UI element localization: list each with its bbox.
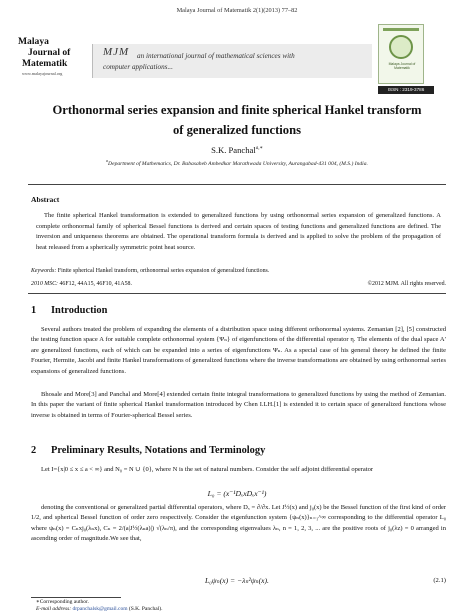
footnote-divider <box>31 597 121 598</box>
footnote <box>36 606 162 612</box>
running-head: Malaya Journal of Matematik 2(1)(2013) 77–82 <box>176 7 298 14</box>
cover-title: Malaya Journal of Matematik <box>388 62 416 70</box>
divider <box>28 293 446 294</box>
affiliation <box>0 158 474 167</box>
msc-classification <box>31 281 132 287</box>
section-heading <box>31 305 107 316</box>
journal-description-line: computer applications... <box>103 63 173 71</box>
keywords-text: Finite spherical Hankel transform, orthonormal series expansion of generalized functions. <box>57 268 270 274</box>
abstract-heading: Abstract <box>31 195 60 204</box>
footnote: ∗Corresponding author. <box>36 599 89 605</box>
affiliation-mark: a <box>106 158 109 163</box>
journal-name-line: Matematik <box>22 58 68 69</box>
journal-logo <box>18 36 88 76</box>
section-title: Preliminary Results, Notations and Terminology <box>51 445 266 456</box>
journal-cover-image <box>378 24 424 84</box>
section-heading <box>31 445 265 456</box>
equation: L₀ψₙ(x) = −λₙ²ψₙ(x). <box>205 576 269 585</box>
paper-title <box>0 100 474 140</box>
equation: L₀ = (x⁻¹DₓxDₓx⁻¹) <box>207 489 267 498</box>
journal-description-line: an international journal of mathematical sciences with <box>137 52 295 60</box>
footnote-text: (S.K. Panchal). <box>128 606 163 612</box>
divider <box>28 184 446 185</box>
title-line: of generalized functions <box>172 123 302 137</box>
author-mark: a,∗ <box>255 146 263 152</box>
author-name: S.K. Panchal <box>211 145 256 155</box>
journal-banner <box>18 22 456 98</box>
email-link[interactable]: drpanchalsk@gmail.com <box>72 606 128 612</box>
journal-abbrev: MJM <box>103 46 130 58</box>
cover-stripe <box>383 28 419 31</box>
section-number: 1 <box>31 305 37 316</box>
abstract-text: The finite spherical Hankel transformation is extended to generalized functions by using orthonormal series expansion of generalized functions. A complete orthonormal family of spherical Bessel functions is derived and certain spaces of testing functions and generalized functions are defined. The inversion and uniqueness theorems are obtained. The operational transform formula is derived and is applied to solve the problem of the propagation of heat released from a spherically symmetric point heat source. <box>36 212 441 251</box>
cover-emblem-icon <box>389 35 413 59</box>
email-label: E-mail address: <box>36 606 72 612</box>
paragraph: Bhosale and More[3] and Panchal and More[4] extended certain finite integral transformations to generalized functions by using the method of Zemanian. In this paper the variant of finite spherical Hankel transformation introduced by Chen I.LH.[1] is extended it to certain space of generalized functions whose inverse is obtained in terms of Fourier-spherical Bessel series. <box>31 391 446 419</box>
paragraph: Several authors treated the problem of expanding the elements of a distribution space using different orthonormal systems. Zemanian [2], [5] constructed the testing function space A for suitable complete orthonormal system {Ψₙ} of eigenfunctions of the differential operator η. The elements of the dual space A′ are generalized functions, each of which can be expanded into a series of eigenfunctions Ψₙ. As a special case of his general theory he defined the finite Fourier, Hermite, Jacobi and finite Hankel transformations of generalized functions where the inverse transformations are obtained by using orthonormal series expansions of generalized functions. <box>31 326 446 375</box>
journal-name-line: Malaya <box>18 36 49 47</box>
equation-number: (2.1) <box>433 577 446 584</box>
section-number: 2 <box>31 445 37 456</box>
paragraph: denoting the conventional or generalized partial differential operators, where Dₓ = ∂/∂x. Let J½(x) and j₀(x) be the Bessel function of the first kind of order 1/2, and spherical Bessel function of order zero respectively. Consider the eigenfunction system {ψₙ(x)}ₙ₌₁^∞ corresponding to the differential operator L₀ where ψₙ(x) = Cₙxj₀(λₙx), Cₙ = 2/(a|J½(λₙa)|) √(λₙ/π), and the corresponding eigenvalues λₙ, n = 1, 2, 3, ... are the positive roots of j₀(λz) = 0 arranged in ascending order of magnitude.We see that, <box>31 504 446 543</box>
affiliation-text: Department of Mathematics, Dr. Babasaheb Ambedkar Marathwada University, Aurangabad-431 004, (M.S.) India. <box>108 160 368 167</box>
section-title: Introduction <box>51 305 108 316</box>
paragraph: Let I={x|0 ≤ x ≤ a < ∞} and N₀ = N ∪ {0}, where N is the set of natural numbers. Consider the self adjoint differential operator <box>41 466 374 473</box>
journal-description-box <box>92 44 372 78</box>
journal-url[interactable]: www.malayajournal.org <box>22 71 63 76</box>
msc-label: 2010 MSC: <box>31 281 58 287</box>
author <box>0 145 474 155</box>
copyright: ©2012 MJM. All rights reserved. <box>367 281 446 287</box>
keywords-label: Keywords: <box>31 268 57 274</box>
journal-name-line: Journal of <box>28 47 71 58</box>
issn-badge: ISSN : 2319-3786 <box>378 86 434 94</box>
msc-codes: 46F12, 44A15, 46F10, 41A58. <box>59 281 132 287</box>
title-line: Orthonormal series expansion and finite spherical Hankel transform <box>52 103 422 117</box>
keywords <box>31 268 446 274</box>
